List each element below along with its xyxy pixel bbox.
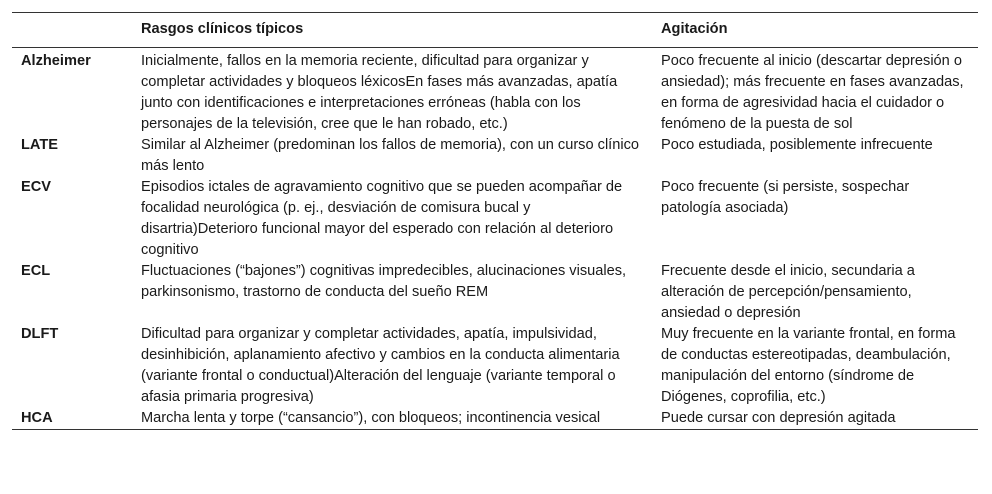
- row-agitacion: Muy frecuente en la variante frontal, en forma de conductas estereotipadas, deambulación, manipulación del entorno (síndrome de Diógenes, coprofilia, etc.): [661, 326, 956, 405]
- row-name: DLFT: [21, 326, 59, 342]
- row-agitacion: Poco frecuente (si persiste, sospechar patología asociada): [661, 179, 910, 216]
- table-row: [12, 135, 978, 177]
- header-rasgos: Rasgos clínicos típicos: [141, 21, 304, 37]
- table-row: [12, 261, 978, 324]
- row-rasgos: Episodios ictales de agravamiento cognitivo que se pueden acompañar de focalidad neurológica (p. ej., desviación de comisura bucal y disartria)Deterioro funcional mayor del esperado con relación al deterioro cognitivo: [141, 179, 623, 258]
- row-name: ECL: [21, 263, 51, 279]
- clinical-features-table: [12, 12, 978, 430]
- table-row: [12, 324, 978, 408]
- table-row: [12, 177, 978, 261]
- row-agitacion: Poco estudiada, posiblemente infrecuente: [661, 137, 933, 153]
- row-agitacion: Frecuente desde el inicio, secundaria a alteración de percepción/pensamiento, ansiedad o depresión: [661, 263, 915, 321]
- row-rasgos: Marcha lenta y torpe (“cansancio”), con bloqueos; incontinencia vesical: [141, 410, 601, 426]
- row-name: ECV: [21, 179, 52, 195]
- header-empty: [12, 13, 132, 48]
- table-row: [12, 48, 978, 136]
- row-agitacion: Puede cursar con depresión agitada: [661, 410, 896, 426]
- header-agitacion: Agitación: [661, 21, 728, 37]
- row-rasgos: Inicialmente, fallos en la memoria reciente, dificultad para organizar y completar actividades y bloqueos léxicosEn fases más avanzadas, apatía junto con identificaciones e interpretaciones erróneas (habla con los personajes de la televisión, cree que le han robado, etc.): [141, 53, 618, 132]
- row-rasgos: Fluctuaciones (“bajones”) cognitivas impredecibles, alucinaciones visuales, parkinsonismo, trastorno de conducta del sueño REM: [141, 263, 627, 300]
- row-name: LATE: [21, 137, 59, 153]
- table-row: [12, 408, 978, 430]
- row-rasgos: Similar al Alzheimer (predominan los fallos de memoria), con un curso clínico más lento: [141, 137, 640, 174]
- header-row: [12, 13, 978, 48]
- row-name: HCA: [21, 410, 53, 426]
- row-agitacion: Poco frecuente al inicio (descartar depresión o ansiedad); más frecuente en fases avanzadas, en forma de agresividad hacia el cuidador o fenómeno de la puesta de sol: [661, 53, 964, 132]
- row-rasgos: Dificultad para organizar y completar actividades, apatía, impulsividad, desinhibición, aplanamiento afectivo y cambios en la conducta alimentaria (variante frontal o conductual)Alteración del lenguaje (variante temporal o afasia primaria progresiva): [141, 326, 620, 405]
- row-name: Alzheimer: [21, 53, 91, 69]
